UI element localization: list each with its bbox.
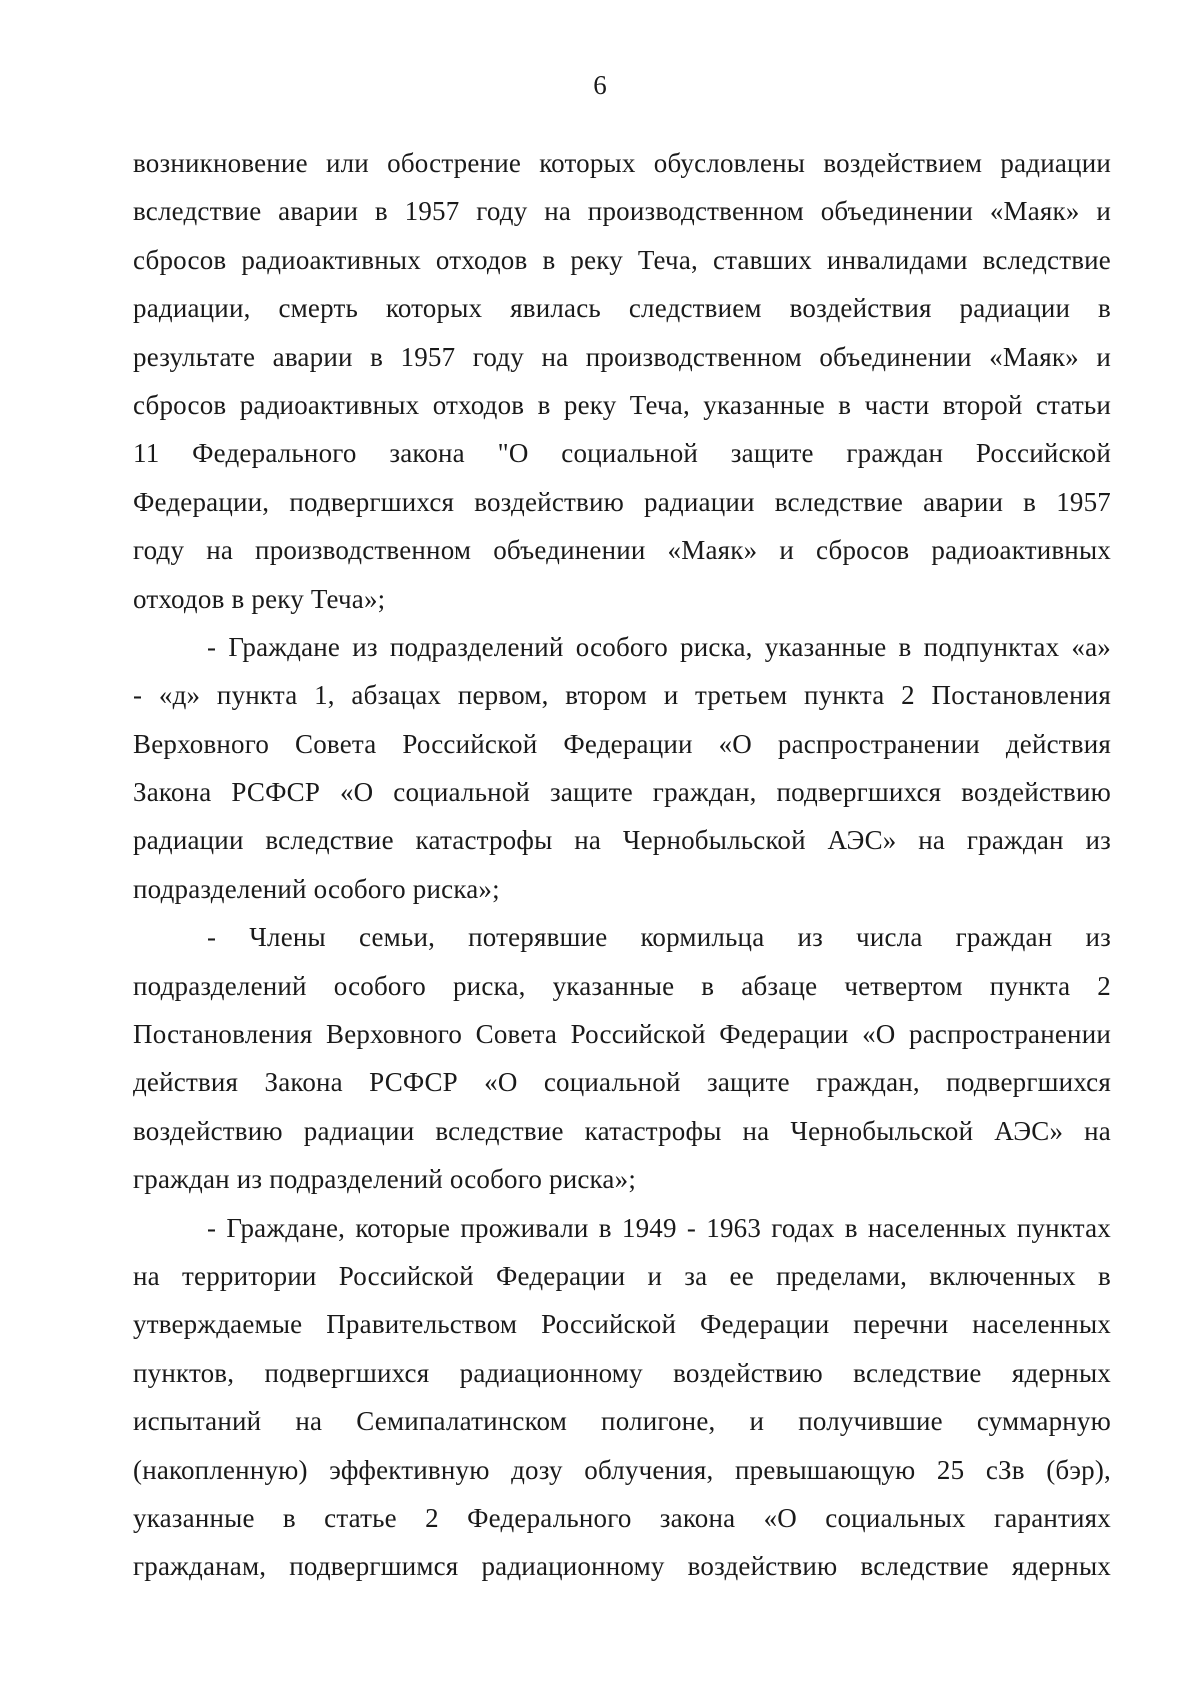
text-line: Закона РСФСР «О социальной защите граждан, подвергшихся воздействию xyxy=(133,777,1111,808)
text-line: - Граждане, которые проживали в 1949 - 1963 годах в населенных пунктах xyxy=(207,1212,1111,1243)
text-line: действия Закона РСФСР «О социальной защите граждан, подвергшихся xyxy=(133,1067,1111,1098)
text-line: Верховного Совета Российской Федерации «О распространении действия xyxy=(133,728,1111,759)
text-line: результате аварии в 1957 году на производственном объединении «Маяк» и xyxy=(133,341,1111,372)
text-line: радиации вследствие катастрофы на Чернобыльской АЭС» на граждан из xyxy=(133,825,1111,856)
text-line: подразделений особого риска»; xyxy=(133,873,500,904)
text-line: году на производственном объединении «Маяк» и сбросов радиоактивных xyxy=(133,535,1111,566)
paragraph-semipalatinsk-citizens xyxy=(133,1204,1111,1591)
text-line: вследствие аварии в 1957 году на производственном объединении «Маяк» и xyxy=(133,196,1111,227)
text-line: - Граждане из подразделений особого риска, указанные в подпунктах «а» xyxy=(207,631,1111,662)
page-number: 6 xyxy=(593,70,607,100)
text-line: 11 Федерального закона "О социальной защите граждан Российской xyxy=(133,438,1111,469)
text-line: на территории Российской Федерации и за ее пределами, включенных в xyxy=(133,1260,1111,1291)
text-line: утверждаемые Правительством Российской Федерации перечни населенных xyxy=(133,1309,1111,1340)
text-line: - Члены семьи, потерявшие кормильца из числа граждан из xyxy=(207,922,1111,953)
text-line: гражданам, подвергшимся радиационному воздействию вследствие ядерных xyxy=(133,1551,1111,1582)
text-line: - «д» пункта 1, абзацах первом, втором и третьем пункта 2 Постановления xyxy=(133,680,1111,711)
text-line: отходов в реку Теча»; xyxy=(133,583,386,614)
text-line: граждан из подразделений особого риска»; xyxy=(133,1164,637,1195)
text-line: воздействию радиации вследствие катастрофы на Чернобыльской АЭС» на xyxy=(133,1115,1111,1146)
text-line: подразделений особого риска, указанные в абзаце четвертом пункта 2 xyxy=(133,970,1111,1001)
text-line: Постановления Верховного Совета Российской Федерации «О распространении xyxy=(133,1019,1111,1050)
text-line: пунктов, подвергшихся радиационному воздействию вследствие ядерных xyxy=(133,1357,1111,1388)
text-line: радиации, смерть которых явилась следствием воздействия радиации в xyxy=(133,293,1111,324)
text-line: сбросов радиоактивных отходов в реку Теча, ставших инвалидами вследствие xyxy=(133,244,1111,275)
document-body xyxy=(133,139,1111,1591)
text-line: испытаний на Семипалатинском полигоне, и получившие суммарную xyxy=(133,1406,1111,1437)
paragraph-special-risk-citizens xyxy=(133,623,1111,913)
text-line: (накопленную) эффективную дозу облучения, превышающую 25 сЗв (бэр), xyxy=(133,1454,1111,1485)
text-line: указанные в статье 2 Федерального закона «О социальных гарантиях xyxy=(133,1502,1111,1533)
paragraph-family-members xyxy=(133,913,1111,1203)
text-line: сбросов радиоактивных отходов в реку Теча, указанные в части второй статьи xyxy=(133,389,1111,420)
text-line: Федерации, подвергшихся воздействию радиации вследствие аварии в 1957 xyxy=(133,486,1111,517)
text-line: возникновение или обострение которых обусловлены воздействием радиации xyxy=(133,148,1111,178)
paragraph-continuation xyxy=(133,139,1111,623)
